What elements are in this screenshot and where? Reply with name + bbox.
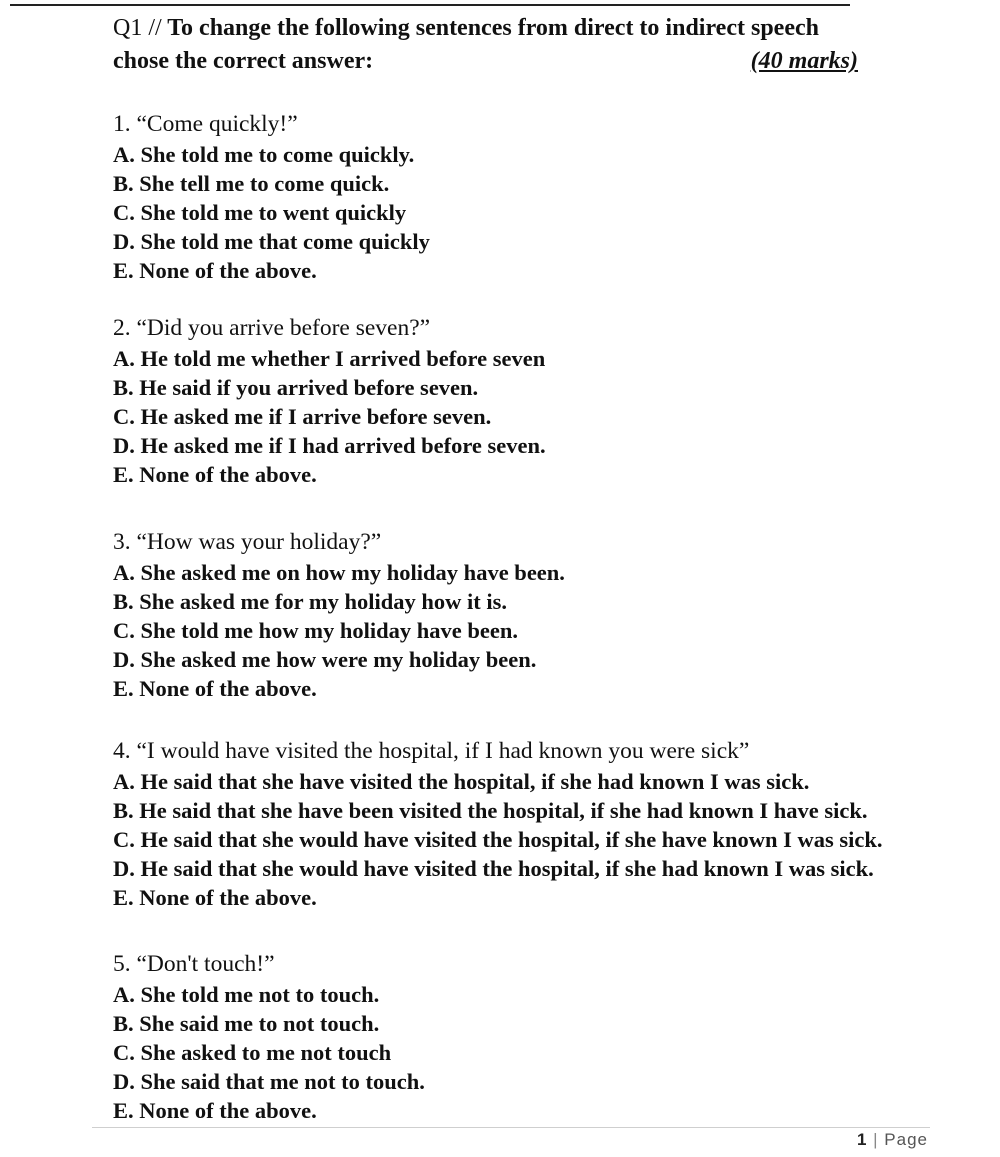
previous-page-cutoff	[10, 0, 850, 6]
option-d: D. She asked me how were my holiday been.	[113, 647, 537, 672]
page-footer	[857, 1130, 928, 1150]
option-d: D. She said that me not to touch.	[113, 1069, 425, 1094]
question-1	[113, 110, 430, 285]
option-e: E. None of the above.	[113, 885, 317, 910]
question-3	[113, 528, 565, 703]
question-header	[113, 12, 858, 78]
question-5	[113, 950, 425, 1125]
option-b: B. He said that she have been visited the hospital, if she had known I have sick.	[113, 798, 868, 823]
option-e: E. None of the above.	[113, 676, 317, 701]
question-2	[113, 314, 546, 489]
instruction-line-1	[113, 12, 858, 45]
question-stem: 4. “I would have visited the hospital, if I had known you were sick”	[113, 738, 750, 764]
option-a: A. He told me whether I arrived before seven	[113, 346, 546, 371]
question-stem: 3. “How was your holiday?”	[113, 529, 382, 555]
option-b: B. She asked me for my holiday how it is.	[113, 589, 508, 614]
question-stem: 2. “Did you arrive before seven?”	[113, 315, 431, 341]
page-number: 1	[856, 1130, 868, 1149]
option-a: A. She told me not to touch.	[113, 982, 380, 1007]
option-c: C. She asked to me not touch	[113, 1040, 392, 1065]
question-stem: 5. “Don't touch!”	[113, 951, 275, 977]
option-d: D. He asked me if I had arrived before seven.	[113, 433, 546, 458]
footer-rule	[92, 1127, 930, 1128]
option-e: E. None of the above.	[113, 258, 317, 283]
page-label: Page	[884, 1130, 928, 1149]
option-d: D. He said that she would have visited the hospital, if she had known I was sick.	[113, 856, 874, 881]
option-d: D. She told me that come quickly	[113, 229, 430, 254]
option-c: C. He asked me if I arrive before seven.	[113, 404, 492, 429]
option-a: A. She asked me on how my holiday have been.	[113, 560, 565, 585]
option-b: B. She said me to not touch.	[113, 1011, 380, 1036]
option-e: E. None of the above.	[113, 1098, 317, 1123]
instruction-text: To change the following sentences from direct to indirect speech	[167, 15, 819, 41]
question-4	[113, 737, 883, 912]
option-b: B. She tell me to come quick.	[113, 171, 390, 196]
page-separator: |	[873, 1130, 879, 1149]
option-c: C. She told me how my holiday have been.	[113, 618, 519, 643]
option-c: C. She told me to went quickly	[113, 200, 407, 225]
question-number: Q1 //	[113, 15, 162, 41]
option-a: A. She told me to come quickly.	[113, 142, 415, 167]
marks-label: (40 marks)	[750, 48, 858, 74]
top-rule	[10, 4, 850, 6]
option-e: E. None of the above.	[113, 462, 317, 487]
option-a: A. He said that she have visited the hospital, if she had known I was sick.	[113, 769, 810, 794]
instruction-line-2	[113, 45, 858, 78]
option-c: C. He said that she would have visited the hospital, if she have known I was sick.	[113, 827, 883, 852]
option-b: B. He said if you arrived before seven.	[113, 375, 479, 400]
instruction-text-2: chose the correct answer:	[113, 48, 374, 74]
question-stem: 1. “Come quickly!”	[113, 111, 298, 137]
